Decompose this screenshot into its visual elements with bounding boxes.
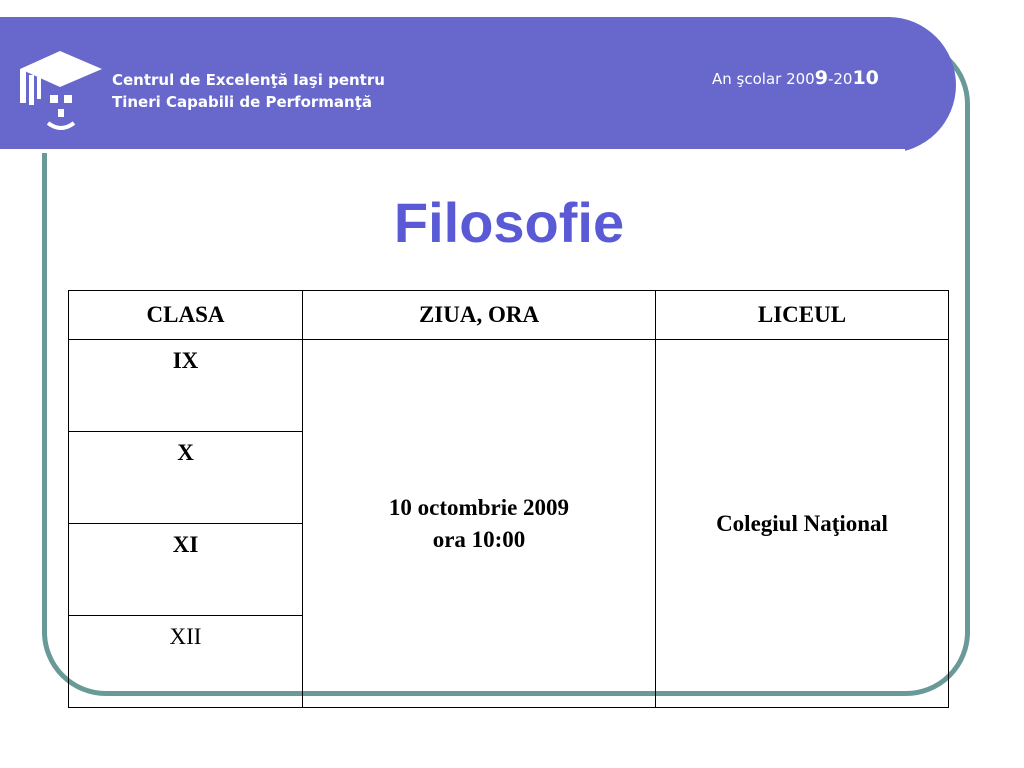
school-year bbox=[712, 67, 879, 89]
header-ziua-ora: ZIUA, ORA bbox=[303, 291, 656, 340]
schedule-table bbox=[68, 290, 949, 708]
table-header-row bbox=[69, 291, 949, 340]
year-digit-a: 9 bbox=[814, 67, 828, 89]
year-mid: -20 bbox=[827, 70, 853, 88]
header-liceul: LICEUL bbox=[656, 291, 949, 340]
exam-date: 10 octombrie 2009 bbox=[388, 494, 570, 520]
org-line-1: Centrul de Excelenţă Iaşi pentru bbox=[112, 71, 385, 89]
logo-icon bbox=[16, 47, 106, 137]
header-clasa: CLASA bbox=[69, 291, 303, 340]
class-cell: IX bbox=[69, 340, 303, 432]
header-banner bbox=[0, 17, 956, 153]
table-row bbox=[69, 340, 949, 432]
year-prefix: An şcolar 200 bbox=[712, 70, 815, 88]
class-cell: X bbox=[69, 432, 303, 524]
exam-time: ora 10:00 bbox=[432, 526, 526, 552]
org-line-2: Tineri Capabili de Performanţă bbox=[112, 93, 373, 111]
class-cell: XI bbox=[69, 524, 303, 616]
page-title: Filosofie bbox=[393, 191, 625, 254]
date-time-cell bbox=[303, 340, 656, 708]
class-cell: XII bbox=[69, 616, 303, 708]
year-digit-b: 10 bbox=[852, 67, 879, 89]
school-cell: Colegiul Naţional bbox=[656, 340, 949, 708]
banner-divider bbox=[0, 149, 905, 153]
organization-name bbox=[112, 69, 385, 113]
